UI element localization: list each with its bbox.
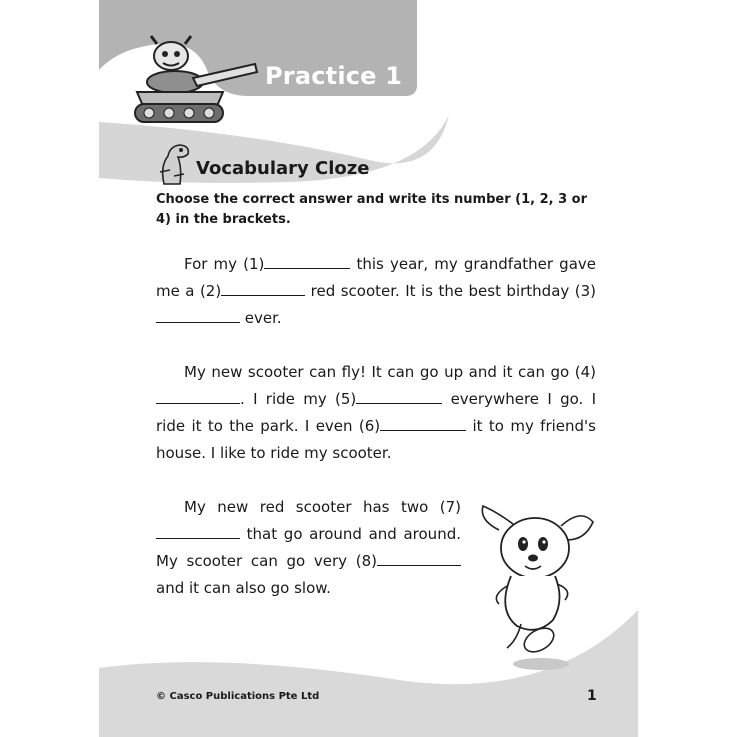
text: ever. <box>240 309 282 327</box>
blank-number-8: (8) <box>355 552 377 570</box>
text: My new scooter can fly! It can go up and it can go <box>184 363 575 381</box>
blank-number-7: (7) <box>439 498 461 516</box>
answer-blank-5[interactable] <box>356 389 442 404</box>
tank-mascot-icon <box>131 34 259 126</box>
answer-blank-1[interactable] <box>264 254 350 269</box>
worksheet-page <box>99 0 638 737</box>
blank-number-6: (6) <box>358 417 381 435</box>
text: . I ride my <box>240 390 336 408</box>
text: that go around and around. My scooter can go very <box>156 525 461 570</box>
paragraph-3 <box>156 494 461 602</box>
answer-blank-2[interactable] <box>221 281 305 296</box>
text: everywhere I go. I ride it to the park. I even <box>156 390 596 435</box>
paragraph-1 <box>156 251 596 332</box>
answer-blank-8[interactable] <box>377 551 461 566</box>
text: red scooter. It is the best birthday <box>305 282 575 300</box>
answer-blank-3[interactable] <box>156 308 240 323</box>
answer-blank-4[interactable] <box>156 389 240 404</box>
blank-number-5: (5) <box>335 390 357 408</box>
text: it to my friend's house. I like to ride my scooter. <box>156 417 596 462</box>
blank-number-2: (2) <box>199 282 222 300</box>
answer-blank-7[interactable] <box>156 524 240 539</box>
answer-blank-6[interactable] <box>380 416 466 431</box>
page-number: 1 <box>587 688 597 704</box>
text: this year, my grandfather gave me a <box>156 255 596 300</box>
text: My new red scooter has two <box>184 498 440 516</box>
section-title: Vocabulary Cloze <box>196 158 370 179</box>
blank-number-4: (4) <box>574 363 596 381</box>
copyright-footer: © Casco Publications Pte Ltd <box>156 691 320 702</box>
text: and it can also go slow. <box>156 579 331 597</box>
text: For my <box>184 255 244 273</box>
dinosaur-mascot-icon <box>154 140 194 186</box>
instructions: Choose the correct answer and write its number (1, 2, 3 or 4) in the brackets. <box>156 192 588 227</box>
page-title: Practice 1 <box>265 62 403 90</box>
dog-illustration-icon <box>477 500 597 675</box>
blank-number-3: (3) <box>574 282 596 300</box>
paragraph-2 <box>156 359 596 467</box>
blank-number-1: (1) <box>243 255 265 273</box>
